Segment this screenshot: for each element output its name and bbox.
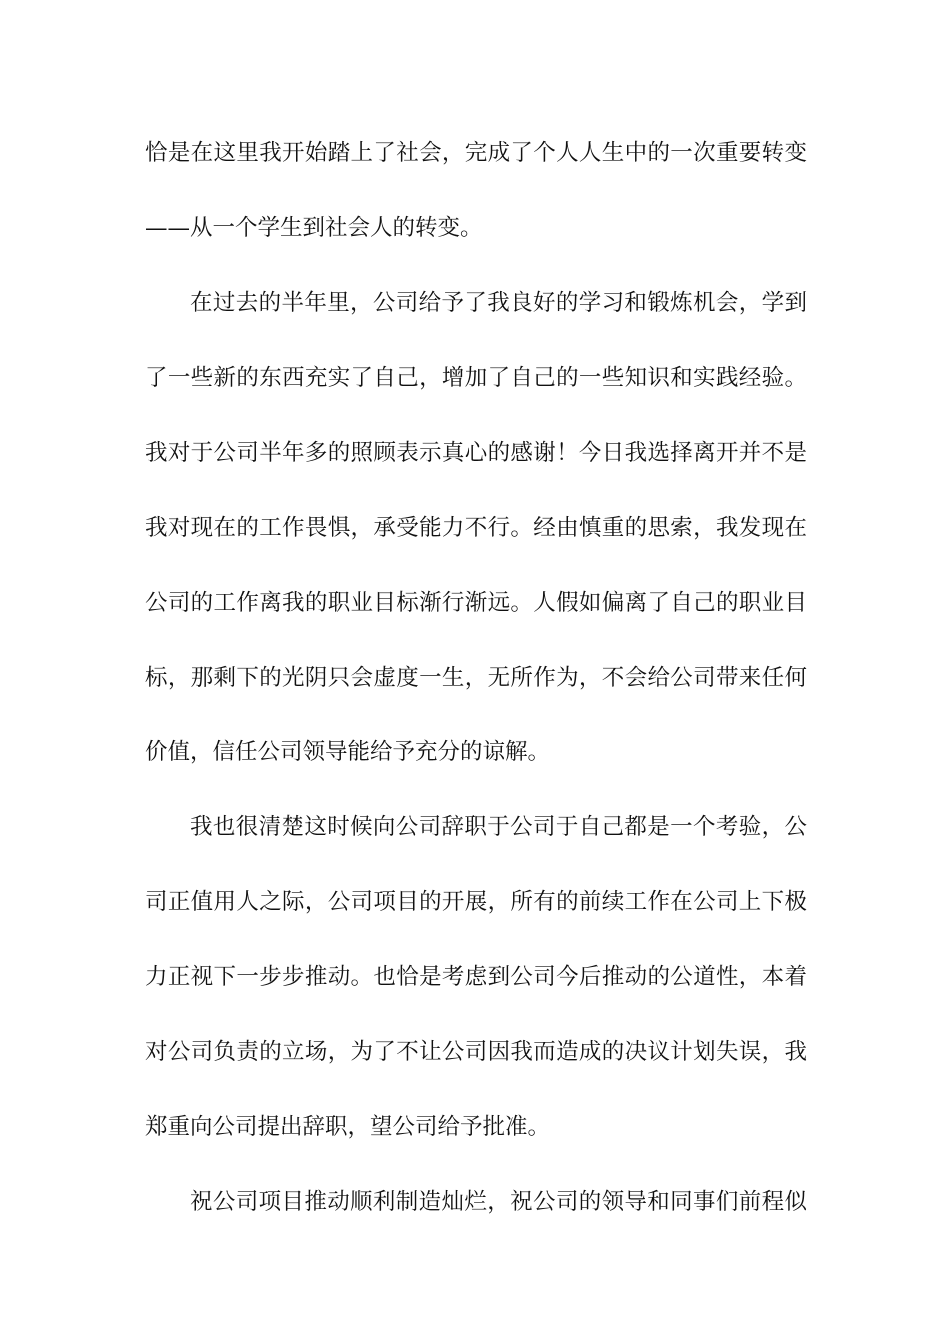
paragraph-first-line: 在过去的半年里，公司给予了我良好的学习和锻炼机会，学到	[190, 290, 807, 316]
text-line: 力正视下一步步推动。也恰是考虑到公司今后推动的公道性，本着	[145, 964, 807, 990]
paragraph-first-line: 祝公司项目推动顺利制造灿烂，祝公司的领导和同事们前程似	[190, 1189, 807, 1215]
text-line: 我对现在的工作畏惧，承受能力不行。经由慎重的思索，我发现在	[145, 515, 807, 541]
text-line: 恰是在这里我开始踏上了社会，完成了个人人生中的一次重要转变	[145, 140, 807, 166]
text-line: 公司的工作离我的职业目标渐行渐远。人假如偏离了自己的职业目	[145, 590, 807, 616]
text-line: 郑重向公司提出辞职，望公司给予批准。	[145, 1114, 551, 1140]
text-line: 价值，信任公司领导能给予充分的谅解。	[145, 739, 551, 765]
text-line: 司正值用人之际，公司项目的开展，所有的前续工作在公司上下极	[145, 889, 807, 915]
text-line: 了一些新的东西充实了自己，增加了自己的一些知识和实践经验。	[145, 365, 807, 391]
paragraph-first-line: 我也很清楚这时候向公司辞职于公司于自己都是一个考验，公	[190, 814, 807, 840]
text-line: ——从一个学生到社会人的转变。	[145, 215, 483, 241]
text-line: 标，那剩下的光阴只会虚度一生，无所作为，不会给公司带来任何	[145, 665, 807, 691]
text-line: 对公司负责的立场，为了不让公司因我而造成的决议计划失误，我	[145, 1039, 807, 1065]
text-line: 我对于公司半年多的照顾表示真心的感谢！今日我选择离开并不是	[145, 440, 807, 466]
